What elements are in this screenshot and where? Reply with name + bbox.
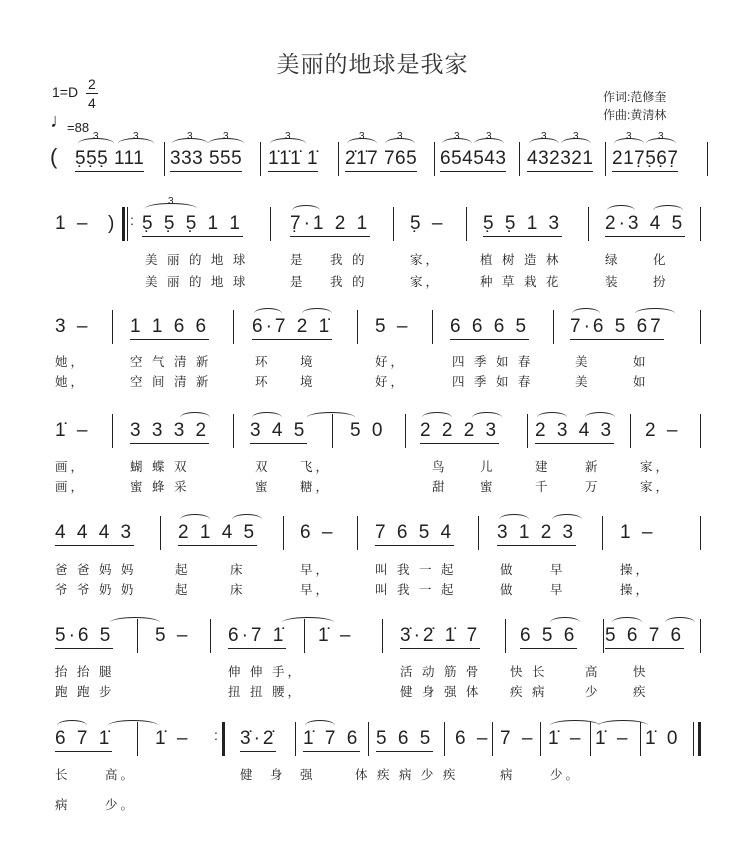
lyric-verse-1: 飞， bbox=[300, 460, 332, 474]
lyric-verse-2: 她， bbox=[55, 375, 87, 389]
song-title: 美丽的地球是我家 bbox=[276, 51, 469, 77]
lyric-verse-2: 跑 跑 步 bbox=[55, 685, 115, 699]
lyric-verse-2: 疾 bbox=[633, 685, 649, 699]
barline bbox=[527, 414, 528, 448]
barline bbox=[432, 310, 433, 344]
triplet-number: 3 bbox=[626, 131, 632, 142]
barline bbox=[405, 414, 406, 448]
measure-notes: 2 – bbox=[645, 420, 681, 441]
lyric-verse-1: 伸 伸 手， bbox=[228, 665, 303, 679]
barline bbox=[210, 619, 211, 653]
barline bbox=[700, 619, 701, 653]
lyric-verse-2: 家， bbox=[410, 275, 442, 289]
lyric-verse-2: 画， bbox=[55, 480, 87, 494]
lyric-verse-1: 快 长 bbox=[510, 665, 548, 679]
triplet-number: 3 bbox=[397, 131, 403, 142]
lyric-verse-1: 健 bbox=[240, 768, 256, 782]
slur-arc bbox=[422, 412, 452, 423]
lyric-verse-1: 美 丽 的 地 球 bbox=[145, 253, 249, 267]
key-signature: 1=D bbox=[52, 84, 79, 100]
lyric-verse-2: 万 bbox=[585, 480, 601, 494]
barline bbox=[160, 516, 161, 550]
measure-notes: ) bbox=[108, 213, 118, 234]
measure-notes: 432321 bbox=[527, 148, 593, 172]
barline bbox=[700, 516, 701, 550]
lyric-verse-1: 体 疾 病 少 疾 bbox=[355, 768, 459, 782]
barline bbox=[466, 207, 467, 241]
time-signature-top: 2 bbox=[88, 76, 96, 92]
lyric-verse-2: 早， bbox=[300, 583, 332, 597]
final-barline bbox=[698, 722, 701, 756]
slur-arc bbox=[585, 412, 615, 423]
barline bbox=[540, 722, 541, 756]
lyric-verse-2: 是 bbox=[290, 275, 306, 289]
measure-notes: 5 6 7 6 bbox=[605, 625, 684, 649]
lyric-verse-1: 绿 bbox=[605, 253, 621, 267]
measure-notes: 6 – bbox=[455, 728, 491, 749]
tempo: =88 bbox=[67, 120, 90, 135]
barline bbox=[605, 142, 606, 176]
slur-arc bbox=[180, 412, 210, 423]
lyric-verse-1: 如 bbox=[633, 355, 649, 369]
lyric-verse-2: 少 bbox=[585, 685, 601, 699]
lyric-verse-1: 我 的 bbox=[330, 253, 368, 267]
barline bbox=[382, 619, 383, 653]
lyric-verse-2: 种 草 栽 花 bbox=[480, 275, 562, 289]
barline bbox=[700, 310, 701, 344]
lyric-verse-1: 蝴 蝶 双 bbox=[130, 460, 190, 474]
triplet-number: 3 bbox=[133, 131, 139, 142]
lyric-verse-2: 蜜 bbox=[480, 480, 496, 494]
lyric-verse-1: 少。 bbox=[550, 768, 582, 782]
measure-notes: 3 4 5 bbox=[250, 420, 307, 444]
lyric-verse-2: 如 bbox=[633, 375, 649, 389]
measure-notes: 1̇ – bbox=[595, 728, 631, 749]
measure-notes: 5 – bbox=[375, 316, 411, 337]
lyric-verse-1: 鸟 bbox=[432, 460, 448, 474]
measure-notes: 2 2 2 3 bbox=[420, 420, 499, 444]
barline bbox=[295, 722, 296, 756]
lyric-verse-1: 新 bbox=[585, 460, 601, 474]
lyric-verse-2: 疾 病 bbox=[510, 685, 548, 699]
measure-notes: 6 5 6 bbox=[520, 625, 577, 649]
measure-notes: 6·7 1̇ bbox=[228, 625, 286, 649]
lyric-verse-2: 美 丽 的 地 球 bbox=[145, 275, 249, 289]
lyric-verse-2: 四 季 如 春 bbox=[452, 375, 534, 389]
triplet-number: 3 bbox=[658, 131, 664, 142]
measure-notes: 2 1 4 5 bbox=[178, 522, 257, 546]
lyric-verse-2: 家， bbox=[640, 480, 672, 494]
measure-notes: 1̇ – bbox=[318, 625, 354, 646]
measure-notes: 217̣5̣6̣7̣ bbox=[612, 148, 678, 172]
lyric-verse-1: 起 bbox=[175, 563, 191, 577]
triplet-number: 3 bbox=[541, 131, 547, 142]
slur-arc bbox=[550, 720, 600, 731]
triplet-number: 3 bbox=[187, 131, 193, 142]
measure-notes: 1̇ – bbox=[548, 728, 584, 749]
time-signature-bottom: 4 bbox=[88, 95, 96, 111]
measure-notes: 7̣·1 2 1 bbox=[290, 213, 370, 237]
repeat-dots: : bbox=[214, 727, 218, 743]
lyric-verse-2: 境 bbox=[300, 375, 316, 389]
barline bbox=[603, 619, 604, 653]
slur-arc bbox=[572, 308, 600, 319]
lyric-verse-1: 身 bbox=[270, 768, 286, 782]
slur-arc bbox=[472, 412, 502, 423]
slur-arc bbox=[292, 205, 320, 216]
lyric-verse-2: 做 bbox=[500, 583, 516, 597]
measure-notes: 3 1 2 3 bbox=[497, 522, 576, 546]
triplet-number: 3 bbox=[223, 131, 229, 142]
lyric-verse-2: 好， bbox=[375, 375, 407, 389]
slur-arc bbox=[110, 617, 160, 628]
repeat-end-barline bbox=[222, 722, 225, 756]
barline bbox=[127, 207, 128, 241]
lyric-verse-1: 儿 bbox=[480, 460, 496, 474]
lyric-verse-1: 床 bbox=[230, 563, 246, 577]
lyric-verse-1: 早 bbox=[550, 563, 566, 577]
lyric-verse-2: 健 身 强 体 bbox=[400, 685, 482, 699]
slur-arc bbox=[305, 720, 335, 731]
lyric-verse-2: 起 bbox=[175, 583, 191, 597]
measure-notes: 1̇ – bbox=[155, 728, 191, 749]
lyric-verse-2: 空 间 清 新 bbox=[130, 375, 212, 389]
slur-arc bbox=[307, 412, 355, 423]
lyric-verse-2: 蜜 蜂 采 bbox=[130, 480, 190, 494]
composer-credit: 作曲:黄清林 bbox=[603, 108, 667, 122]
slur-arc bbox=[57, 720, 87, 731]
lyric-verse-2: 早 bbox=[550, 583, 566, 597]
barline bbox=[112, 310, 113, 344]
triplet-number: 3 bbox=[168, 196, 174, 207]
barline bbox=[368, 722, 369, 756]
lyric-verse-1: 建 bbox=[535, 460, 551, 474]
slur-arc bbox=[302, 308, 332, 319]
barline bbox=[434, 142, 435, 176]
barline bbox=[478, 516, 479, 550]
barline bbox=[492, 722, 493, 756]
measure-notes: 5̣ – bbox=[410, 213, 446, 234]
lyric-verse-1: 好， bbox=[375, 355, 407, 369]
measure-notes: 5 – bbox=[155, 625, 191, 646]
slur-arc bbox=[252, 412, 282, 423]
lyric-verse-2: 爷 爷 奶 奶 bbox=[55, 583, 137, 597]
intro-open-paren: ( bbox=[50, 144, 61, 169]
measure-notes: 3 – bbox=[55, 316, 91, 337]
measure-notes: 1̇ – bbox=[55, 420, 91, 441]
repeat-start-barline bbox=[122, 207, 125, 241]
measure-notes: 654543 bbox=[440, 148, 506, 172]
measure-notes: 7 6 5 4 bbox=[375, 522, 454, 546]
lyric-verse-1: 病 bbox=[500, 768, 516, 782]
measure-notes: 1̇ 7 6 bbox=[303, 728, 360, 752]
lyric-verse-1: 叫 我 一 起 bbox=[375, 563, 457, 577]
slur-arc bbox=[232, 514, 262, 525]
lyric-verse-2: 少。 bbox=[105, 798, 137, 812]
slur-arc bbox=[108, 720, 158, 731]
lyric-verse-1: 长 bbox=[55, 768, 71, 782]
barline bbox=[505, 619, 506, 653]
lyric-verse-1: 早， bbox=[300, 563, 332, 577]
slur-arc bbox=[598, 720, 648, 731]
measure-notes: 5̣5̣5̣ 111 bbox=[75, 148, 144, 172]
triplet-number: 3 bbox=[285, 131, 291, 142]
lyric-verse-2: 美 bbox=[575, 375, 591, 389]
slur-arc bbox=[653, 205, 683, 216]
measure-notes: 5̣ 5̣ 1 3 bbox=[483, 213, 562, 237]
triplet-number: 3 bbox=[573, 131, 579, 142]
barline bbox=[233, 414, 234, 448]
lyric-verse-2: 扭 扭 腰， bbox=[228, 685, 303, 699]
lyric-verse-1: 家， bbox=[410, 253, 442, 267]
lyric-verse-1: 化 bbox=[653, 253, 669, 267]
slur-arc bbox=[180, 514, 210, 525]
measure-notes: 4 4 4 3 bbox=[55, 522, 134, 546]
barline bbox=[233, 310, 234, 344]
lyric-verse-2: 叫 我 一 起 bbox=[375, 583, 457, 597]
quarter-note-icon: ♩ bbox=[50, 110, 70, 132]
slur-arc bbox=[612, 617, 642, 628]
lyric-verse-1: 快 bbox=[633, 665, 649, 679]
time-signature-line bbox=[86, 93, 98, 94]
repeat-dots: : bbox=[130, 212, 134, 228]
lyricist-credit: 作词:范修奎 bbox=[603, 90, 667, 104]
barline bbox=[553, 310, 554, 344]
lyric-verse-1: 高。 bbox=[105, 768, 137, 782]
measure-notes: 1 – bbox=[620, 522, 656, 543]
measure-notes: 2̇1̇7 765 bbox=[345, 148, 417, 172]
lyric-verse-2: 病 bbox=[55, 798, 71, 812]
lyric-verse-2: 床 bbox=[230, 583, 246, 597]
measure-notes: 2·3 4 5 bbox=[605, 213, 685, 237]
measure-notes: 1̇ 0 bbox=[645, 728, 681, 749]
barline bbox=[338, 142, 339, 176]
lyric-verse-1: 是 bbox=[290, 253, 306, 267]
slur-arc bbox=[537, 412, 567, 423]
measure-notes: 1 – bbox=[55, 213, 91, 234]
lyric-verse-1: 活 动 筋 骨 bbox=[400, 665, 482, 679]
lyric-verse-2: 蜜 bbox=[255, 480, 271, 494]
barline bbox=[700, 414, 701, 448]
slur-arc bbox=[282, 617, 334, 628]
barline bbox=[444, 722, 445, 756]
lyric-verse-2: 操， bbox=[620, 583, 652, 597]
lyric-verse-1: 植 树 造 林 bbox=[480, 253, 562, 267]
slur-arc bbox=[550, 617, 580, 628]
slur-arc bbox=[499, 514, 529, 525]
lyric-verse-2: 千 bbox=[535, 480, 551, 494]
lyric-verse-1: 做 bbox=[500, 563, 516, 577]
lyric-verse-1: 双 bbox=[255, 460, 271, 474]
lyric-verse-1: 家， bbox=[640, 460, 672, 474]
barline bbox=[707, 142, 708, 176]
measure-notes: 3̇·2̇ bbox=[240, 728, 276, 752]
lyric-verse-2: 糖， bbox=[300, 480, 332, 494]
barline bbox=[393, 207, 394, 241]
measure-notes: 5 0 bbox=[350, 420, 386, 441]
measure-notes: 6 – bbox=[300, 522, 336, 543]
measure-notes: 7 – bbox=[500, 728, 536, 749]
measure-notes: 5·6 5 bbox=[55, 625, 113, 649]
measure-notes: 333 555 bbox=[170, 148, 242, 172]
lyric-verse-1: 四 季 如 春 bbox=[452, 355, 534, 369]
barline bbox=[630, 414, 631, 448]
lyric-verse-1: 她， bbox=[55, 355, 87, 369]
barline bbox=[693, 722, 694, 756]
barline bbox=[270, 207, 271, 241]
lyric-verse-1: 境 bbox=[300, 355, 316, 369]
measure-notes: 6 7 1̇ bbox=[55, 728, 112, 752]
slur-arc bbox=[607, 205, 635, 216]
lyric-verse-1: 高 bbox=[585, 665, 601, 679]
measure-notes: 3̇·2̇ 1̇ 7 bbox=[400, 625, 480, 649]
barline bbox=[260, 142, 261, 176]
slur-arc bbox=[635, 308, 675, 319]
measure-notes: 1̇1̇1̇ 1̇ bbox=[268, 148, 318, 172]
lyric-verse-1: 环 bbox=[255, 355, 271, 369]
lyric-verse-1: 美 bbox=[575, 355, 591, 369]
lyric-verse-1: 画， bbox=[55, 460, 87, 474]
triplet-number: 3 bbox=[359, 131, 365, 142]
barline bbox=[519, 142, 520, 176]
triplet-number: 3 bbox=[93, 131, 99, 142]
measure-notes: 5̣ 5̣ 5̣ 1 1 bbox=[142, 213, 243, 237]
barline bbox=[164, 142, 165, 176]
measure-notes: 3 3 3 2 bbox=[130, 420, 209, 444]
slur-arc bbox=[665, 617, 695, 628]
lyric-verse-1: 爸 爸 妈 妈 bbox=[55, 563, 137, 577]
barline bbox=[283, 516, 284, 550]
slur-arc bbox=[254, 308, 282, 319]
barline bbox=[357, 516, 358, 550]
triplet-number: 3 bbox=[486, 131, 492, 142]
lyric-verse-1: 操， bbox=[620, 563, 652, 577]
barline bbox=[700, 207, 701, 241]
barline bbox=[112, 414, 113, 448]
triplet-number: 3 bbox=[454, 131, 460, 142]
slur-arc bbox=[552, 514, 582, 525]
lyric-verse-1: 空 气 清 新 bbox=[130, 355, 212, 369]
measure-notes: 1 1 6 6 bbox=[130, 316, 209, 340]
measure-notes: 2 3 4 3 bbox=[535, 420, 614, 444]
lyric-verse-2: 装 bbox=[605, 275, 621, 289]
measure-notes: 6 6 6 5 bbox=[450, 316, 529, 340]
barline bbox=[588, 207, 589, 241]
lyric-verse-2: 我 的 bbox=[330, 275, 368, 289]
measure-notes: 5 6 5 bbox=[376, 728, 433, 752]
lyric-verse-1: 强 bbox=[300, 768, 316, 782]
lyric-verse-2: 环 bbox=[255, 375, 271, 389]
lyric-verse-1: 抬 抬 腿 bbox=[55, 665, 115, 679]
barline bbox=[357, 310, 358, 344]
measure-notes: 6·7 2 1̇ bbox=[252, 316, 332, 340]
lyric-verse-2: 甜 bbox=[432, 480, 448, 494]
barline bbox=[602, 516, 603, 550]
measure-notes: 7·6 5 67 bbox=[570, 316, 664, 340]
lyric-verse-2: 扮 bbox=[653, 275, 669, 289]
